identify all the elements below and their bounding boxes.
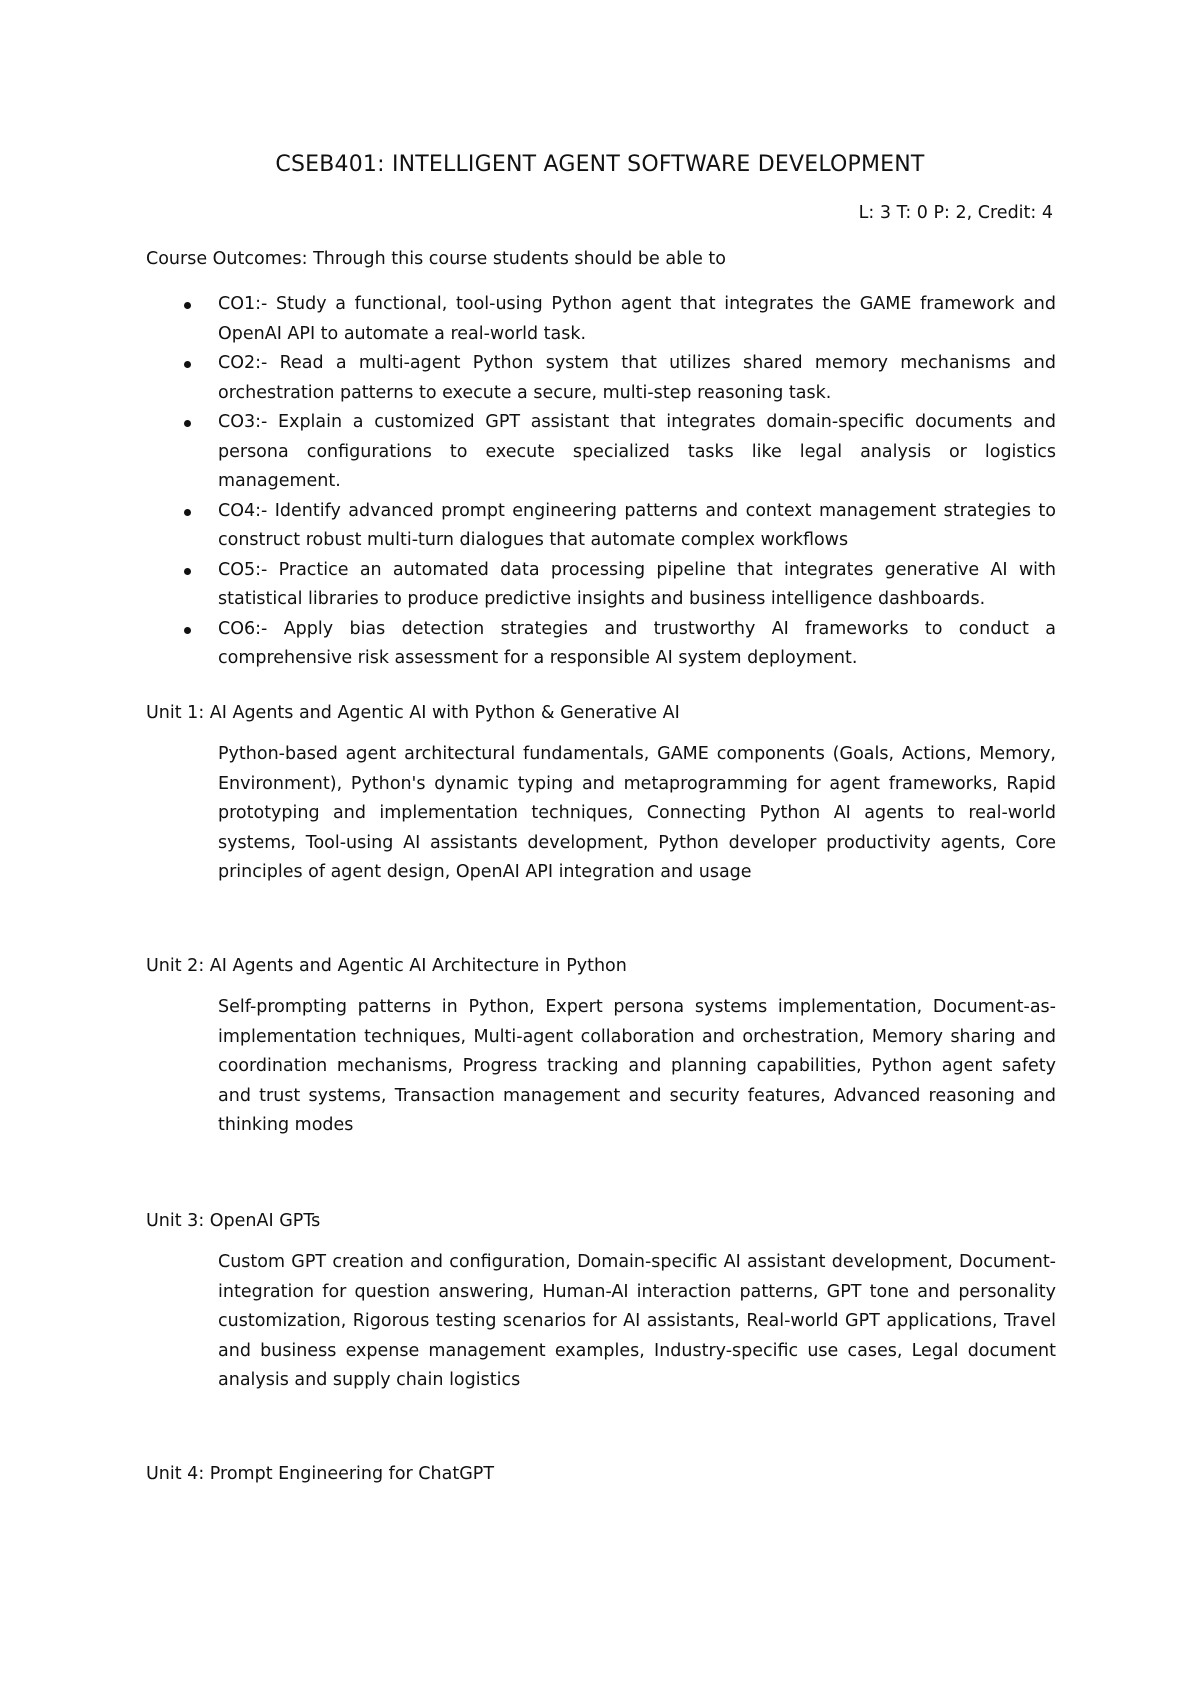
unit-1-heading: Unit 1: AI Agents and Agentic AI with Python & Generative AI (146, 703, 680, 723)
unit-2-content: Self-prompting patterns in Python, Expert persona systems implementation, Document-as-implementation techniques, Multi-agent collaboration and orchestration, Memory sharing and coordination mechanisms, Progress tracking and planning capabilities, Python agent safety and trust systems, Transaction management and security features, Advanced reasoning and thinking modes (218, 997, 1056, 1135)
course-outcome-item (146, 290, 1056, 349)
bullet-icon (184, 627, 191, 634)
course-outcome-item (146, 349, 1056, 408)
unit-2-heading: Unit 2: AI Agents and Agentic AI Architecture in Python (146, 956, 627, 976)
course-outcome-text: CO2:- Read a multi-agent Python system that utilizes shared memory mechanisms and orchestration patterns to execute a secure, multi-step reasoning task. (218, 353, 1056, 403)
unit-3-content: Custom GPT creation and configuration, Domain-specific AI assistant development, Document-integration for question answering, Human-AI interaction patterns, GPT tone and personality customization, Rigorous testing scenarios for AI assistants, Real-world GPT applications, Travel and business expense management examples, Industry-specific use cases, Legal document analysis and supply chain logistics (218, 1252, 1056, 1390)
unit-4-heading: Unit 4: Prompt Engineering for ChatGPT (146, 1464, 495, 1484)
course-outcome-item (146, 497, 1056, 556)
course-outcomes-intro: Course Outcomes: Through this course students should be able to (146, 249, 726, 269)
bullet-icon (184, 420, 191, 427)
course-outcome-text: CO5:- Practice an automated data processing pipeline that integrates generative AI with statistical libraries to produce predictive insights and business intelligence dashboards. (218, 559, 1056, 609)
unit-1-content: Python-based agent architectural fundamentals, GAME components (Goals, Actions, Memory, Environment), Python's dynamic typing and metaprogramming for agent frameworks, Rapid prototyping and implementation techniques, Connecting Python AI agents to real-world systems, Tool-using AI assistants development, Python developer productivity agents, Core principles of agent design, OpenAI API integration and usage (218, 744, 1056, 882)
course-outcomes-list (146, 290, 1056, 674)
course-outcome-item (146, 556, 1056, 615)
bullet-icon (184, 568, 191, 575)
bullet-icon (184, 302, 191, 309)
course-outcome-item (146, 615, 1056, 674)
course-outcome-text: CO1:- Study a functional, tool-using Python agent that integrates the GAME framework and OpenAI API to automate a real-world task. (218, 294, 1056, 344)
credit-info: L: 3 T: 0 P: 2, Credit: 4 (858, 203, 1053, 223)
course-outcome-item (146, 408, 1056, 497)
bullet-icon (184, 361, 191, 368)
course-outcome-text: CO6:- Apply bias detection strategies and trustworthy AI frameworks to conduct a comprehensive risk assessment for a responsible AI system deployment. (218, 618, 1056, 668)
unit-3-heading: Unit 3: OpenAI GPTs (146, 1211, 321, 1231)
bullet-icon (184, 509, 191, 516)
course-title: CSEB401: INTELLIGENT AGENT SOFTWARE DEVELOPMENT (275, 152, 925, 177)
course-outcome-text: CO3:- Explain a customized GPT assistant that integrates domain-specific documents and persona configurations to execute specialized tasks like legal analysis or logistics management. (218, 412, 1056, 491)
course-outcome-text: CO4:- Identify advanced prompt engineering patterns and context management strategies to construct robust multi-turn dialogues that automate complex workflows (218, 500, 1056, 550)
